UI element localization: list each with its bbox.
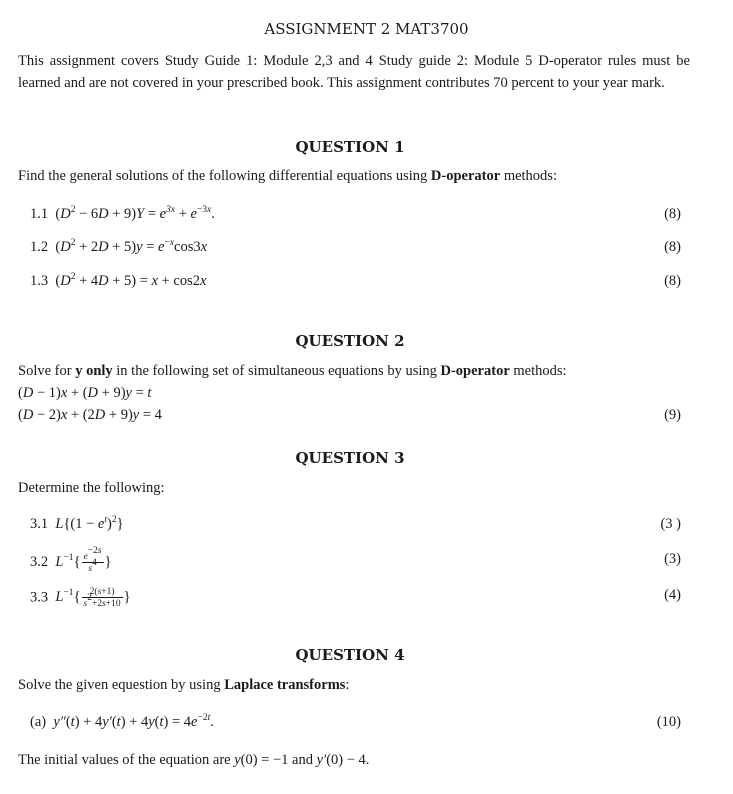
- q2-prompt-pre: Solve for: [18, 363, 72, 379]
- q1-item-3-number: 1.3: [30, 273, 49, 289]
- q4-item-a-label: (a): [30, 714, 47, 730]
- q2-marks: (9): [664, 407, 681, 423]
- question-4-prompt: [18, 677, 349, 694]
- q3-item-1: [30, 516, 124, 533]
- q1-prompt-pre: Find the general solutions of the following differential equations using: [18, 168, 428, 184]
- q4-initial-conditions: y(0) = −1 and y′(0) − 4.: [234, 752, 370, 768]
- q1-item-2: [30, 239, 207, 256]
- question-3-prompt: Determine the following:: [18, 480, 165, 496]
- q1-item-2-equation: $(D^2 + 2D + 5)y = e^{-x}\cos 3x$: [55, 238, 208, 255]
- q4-initial-text: The initial values of the equation are: [18, 752, 231, 768]
- q1-item-3-equation: $(D^2 + 4D + 5) = x + \cos 2x$: [55, 272, 207, 289]
- q2-prompt-bold-2: D-operator: [440, 363, 510, 379]
- assignment-title: ASSIGNMENT 2 MAT3700: [264, 20, 469, 38]
- question-4-heading: QUESTION 4: [295, 646, 405, 664]
- q3-item-1-marks: (3 ): [660, 516, 681, 532]
- q1-item-3-marks: (8): [664, 273, 681, 289]
- q4-prompt-pre: Solve the given equestion by using: [18, 677, 221, 693]
- q3-item-3-marks: (4): [664, 587, 681, 603]
- question-1-prompt: [18, 168, 557, 185]
- q2-equation-2: (D − 2)x + (2D + 9)y = 4: [18, 407, 162, 423]
- q4-prompt-post: :: [345, 677, 350, 693]
- q4-item-a-equation: $y''(t) + 4y'(t) + 4y(t) = 4e^{-2t}$.: [53, 713, 214, 730]
- q1-prompt-post: methods:: [503, 168, 557, 184]
- q3-item-1-expression: $L\{(1 - e^t)^2\}$: [55, 515, 124, 532]
- q1-item-2-marks: (8): [664, 239, 681, 255]
- q3-item-3-expression: $L^{-1}${ $\frac{2(s+1)}{s^2+2s+10}$ }: [55, 587, 131, 609]
- question-1-heading: QUESTION 1: [295, 138, 405, 156]
- q4-prompt-bold: Laplace transforms: [224, 677, 346, 693]
- q2-equation-1: (D − 1)x + (D + 9)y = t: [18, 385, 152, 401]
- question-2-heading: QUESTION 2: [295, 332, 405, 350]
- q3-item-3: [30, 587, 131, 609]
- q1-item-1-equation: $(D^2 - 6D + 9)Y = e^{3x} + e^{-3x}$.: [55, 205, 215, 222]
- q3-item-2: [30, 546, 112, 574]
- q2-prompt-bold-1: y only: [75, 363, 113, 379]
- q1-item-1-number: 1.1: [30, 206, 49, 222]
- question-3-heading: QUESTION 3: [295, 449, 405, 467]
- q2-prompt-post: methods:: [513, 363, 567, 379]
- q3-item-2-number: 3.2: [30, 553, 49, 570]
- q1-item-3: [30, 273, 206, 290]
- q4-item-a-marks: (10): [656, 714, 681, 730]
- intro-paragraph: This assignment covers Study Guide 1: Module 2,3 and 4 Study guide 2: Module 5 D-operator rules must be learned and are not covered in your prescribed book. This assignment contributes 70 percent to your year mark.: [18, 53, 690, 91]
- q2-prompt-mid: in the following set of simultaneous equations by using: [116, 363, 437, 379]
- q3-item-3-number: 3.3: [30, 589, 49, 606]
- q3-item-2-expression: $L^{-1}${ $\frac{e^{-2s}}{s^4}$ }: [55, 546, 112, 574]
- question-2-prompt: [18, 363, 567, 380]
- q3-item-1-number: 3.1: [30, 516, 49, 532]
- q1-item-1-marks: (8): [664, 206, 681, 222]
- q1-prompt-bold: D-operator: [430, 168, 501, 184]
- q1-item-2-number: 1.2: [30, 239, 49, 255]
- q3-item-2-marks: (3): [664, 551, 681, 567]
- q4-initial-values: [18, 752, 369, 769]
- q1-item-1: [30, 206, 215, 223]
- q4-item-a: [30, 714, 214, 731]
